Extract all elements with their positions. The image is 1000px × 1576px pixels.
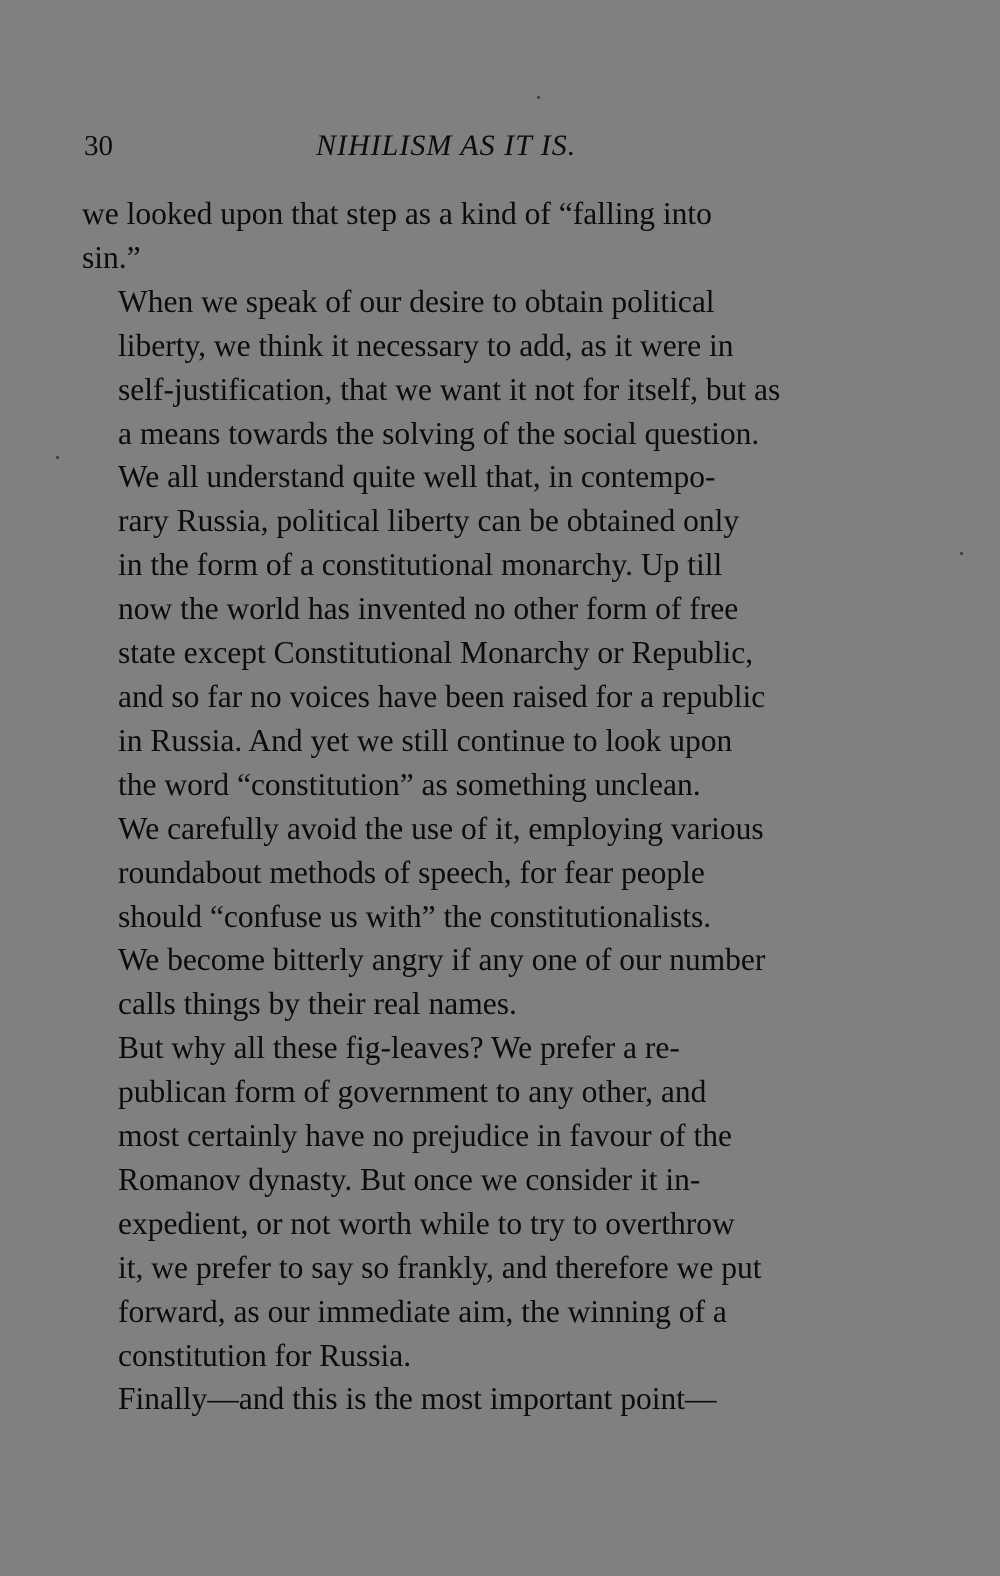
text-line: We become bitterly angry if any one of our number	[118, 942, 766, 978]
text-line: liberty, we think it necessary to add, as it were in	[118, 327, 734, 363]
text-line: sin.”	[82, 239, 141, 275]
paragraph-5	[82, 1377, 872, 1421]
text-line: constitution for Russia.	[118, 1337, 412, 1373]
text-line: When we speak of our desire to obtain political	[118, 283, 715, 319]
text-line: Romanov dynasty. But once we consider it in-	[118, 1161, 701, 1197]
text-line: We carefully avoid the use of it, employing various	[118, 810, 764, 846]
running-head	[84, 126, 874, 166]
text-line: should “confuse us with” the constitutionalists.	[118, 898, 712, 934]
text-line: and so far no voices have been raised for a republic	[118, 678, 766, 714]
text-line: Finally—and this is the most important point—	[118, 1381, 717, 1417]
text-line: we looked upon that step as a kind of “falling into	[82, 196, 712, 231]
running-title: NIHILISM AS IT IS.	[316, 129, 577, 162]
text-line: expedient, or not worth while to try to overthrow	[118, 1205, 735, 1241]
text-line: self-justification, that we want it not for itself, but as	[118, 371, 781, 407]
text-line: calls things by their real names.	[118, 986, 517, 1022]
text-line: publican form of government to any other, and	[118, 1074, 707, 1110]
paragraph-2	[82, 280, 872, 456]
paragraph-3	[82, 455, 872, 1026]
print-speck	[960, 552, 963, 555]
text-line: state except Constitutional Monarchy or Republic,	[118, 635, 754, 671]
text-line: it, we prefer to say so frankly, and therefore we put	[118, 1249, 762, 1285]
print-speck	[56, 456, 59, 459]
text-line: in Russia. And yet we still continue to look upon	[118, 722, 733, 758]
text-line: roundabout methods of speech, for fear people	[118, 854, 705, 890]
text-line: now the world has invented no other form of free	[118, 591, 739, 627]
text-line: forward, as our immediate aim, the winning of a	[118, 1293, 727, 1329]
text-line: We all understand quite well that, in contempo-	[118, 459, 716, 495]
text-line: a means towards the solving of the social question.	[118, 415, 760, 451]
body-text	[82, 192, 872, 1421]
text-line: the word “constitution” as something unclean.	[118, 766, 701, 802]
text-line: most certainly have no prejudice in favour of the	[118, 1118, 733, 1154]
text-line: rary Russia, political liberty can be obtained only	[118, 503, 740, 539]
paragraph-1	[82, 192, 872, 280]
print-speck	[537, 96, 540, 99]
text-line: in the form of a constitutional monarchy. Up till	[118, 547, 723, 583]
text-line: But why all these fig-leaves? We prefer a re-	[118, 1030, 680, 1066]
paragraph-4	[82, 1026, 872, 1377]
page-number: 30	[84, 130, 113, 162]
